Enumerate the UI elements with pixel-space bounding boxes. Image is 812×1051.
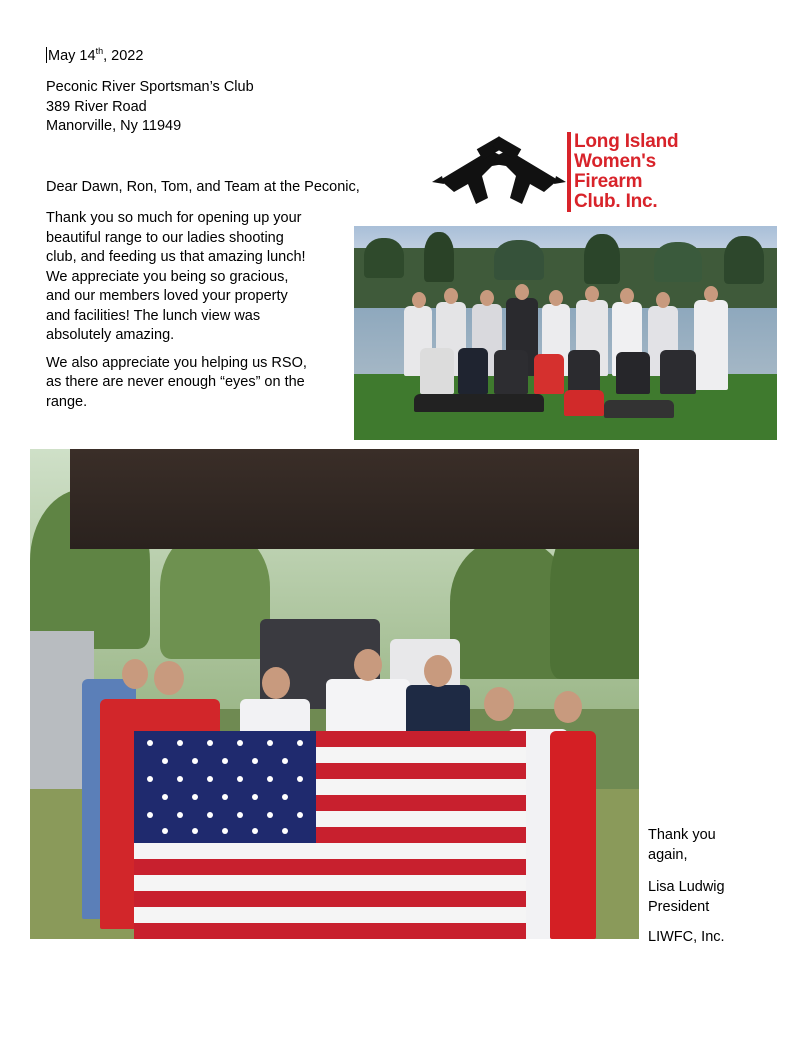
club-logo	[432, 128, 732, 214]
body-paragraph: We also appreciate you helping us RSO, as there are never enough “eyes” on the range.	[46, 354, 307, 410]
address-line: 389 River Road	[46, 98, 147, 115]
crossed-pistols-icon	[432, 136, 566, 212]
text-cursor	[46, 47, 47, 63]
address-line: Manorville, Ny 11949	[46, 118, 182, 134]
salutation: Dear Dawn, Ron, Tom, and Team at the Peconic,	[46, 179, 360, 195]
address-line: Peconic River Sportsman’s Club	[46, 79, 254, 95]
letter-closing: Thank you again,	[648, 827, 716, 863]
american-flag-icon	[134, 731, 526, 939]
body-paragraph: Thank you so much for opening up your beautiful range to our ladies shooting club, and feeding us that amazing lunch! We appreciate you being so gracious, and our members loved your property and facilities! The lunch view was absolutely amazing.	[46, 210, 306, 343]
organization-name: LIWFC, Inc.	[648, 929, 725, 945]
recipient-address	[46, 78, 254, 137]
signature-block	[648, 878, 725, 917]
group-photo-american-flag	[30, 449, 639, 939]
group-photo-lakeside	[354, 226, 777, 440]
logo-divider	[567, 132, 571, 212]
signature-name: Lisa Ludwig	[648, 879, 725, 895]
logo-wordmark: Long Island Women's Firearm Club. Inc.	[574, 131, 679, 212]
letter-date: May 14th, 2022	[48, 46, 144, 64]
letter-body	[46, 209, 346, 412]
signature-title: President	[648, 898, 710, 915]
